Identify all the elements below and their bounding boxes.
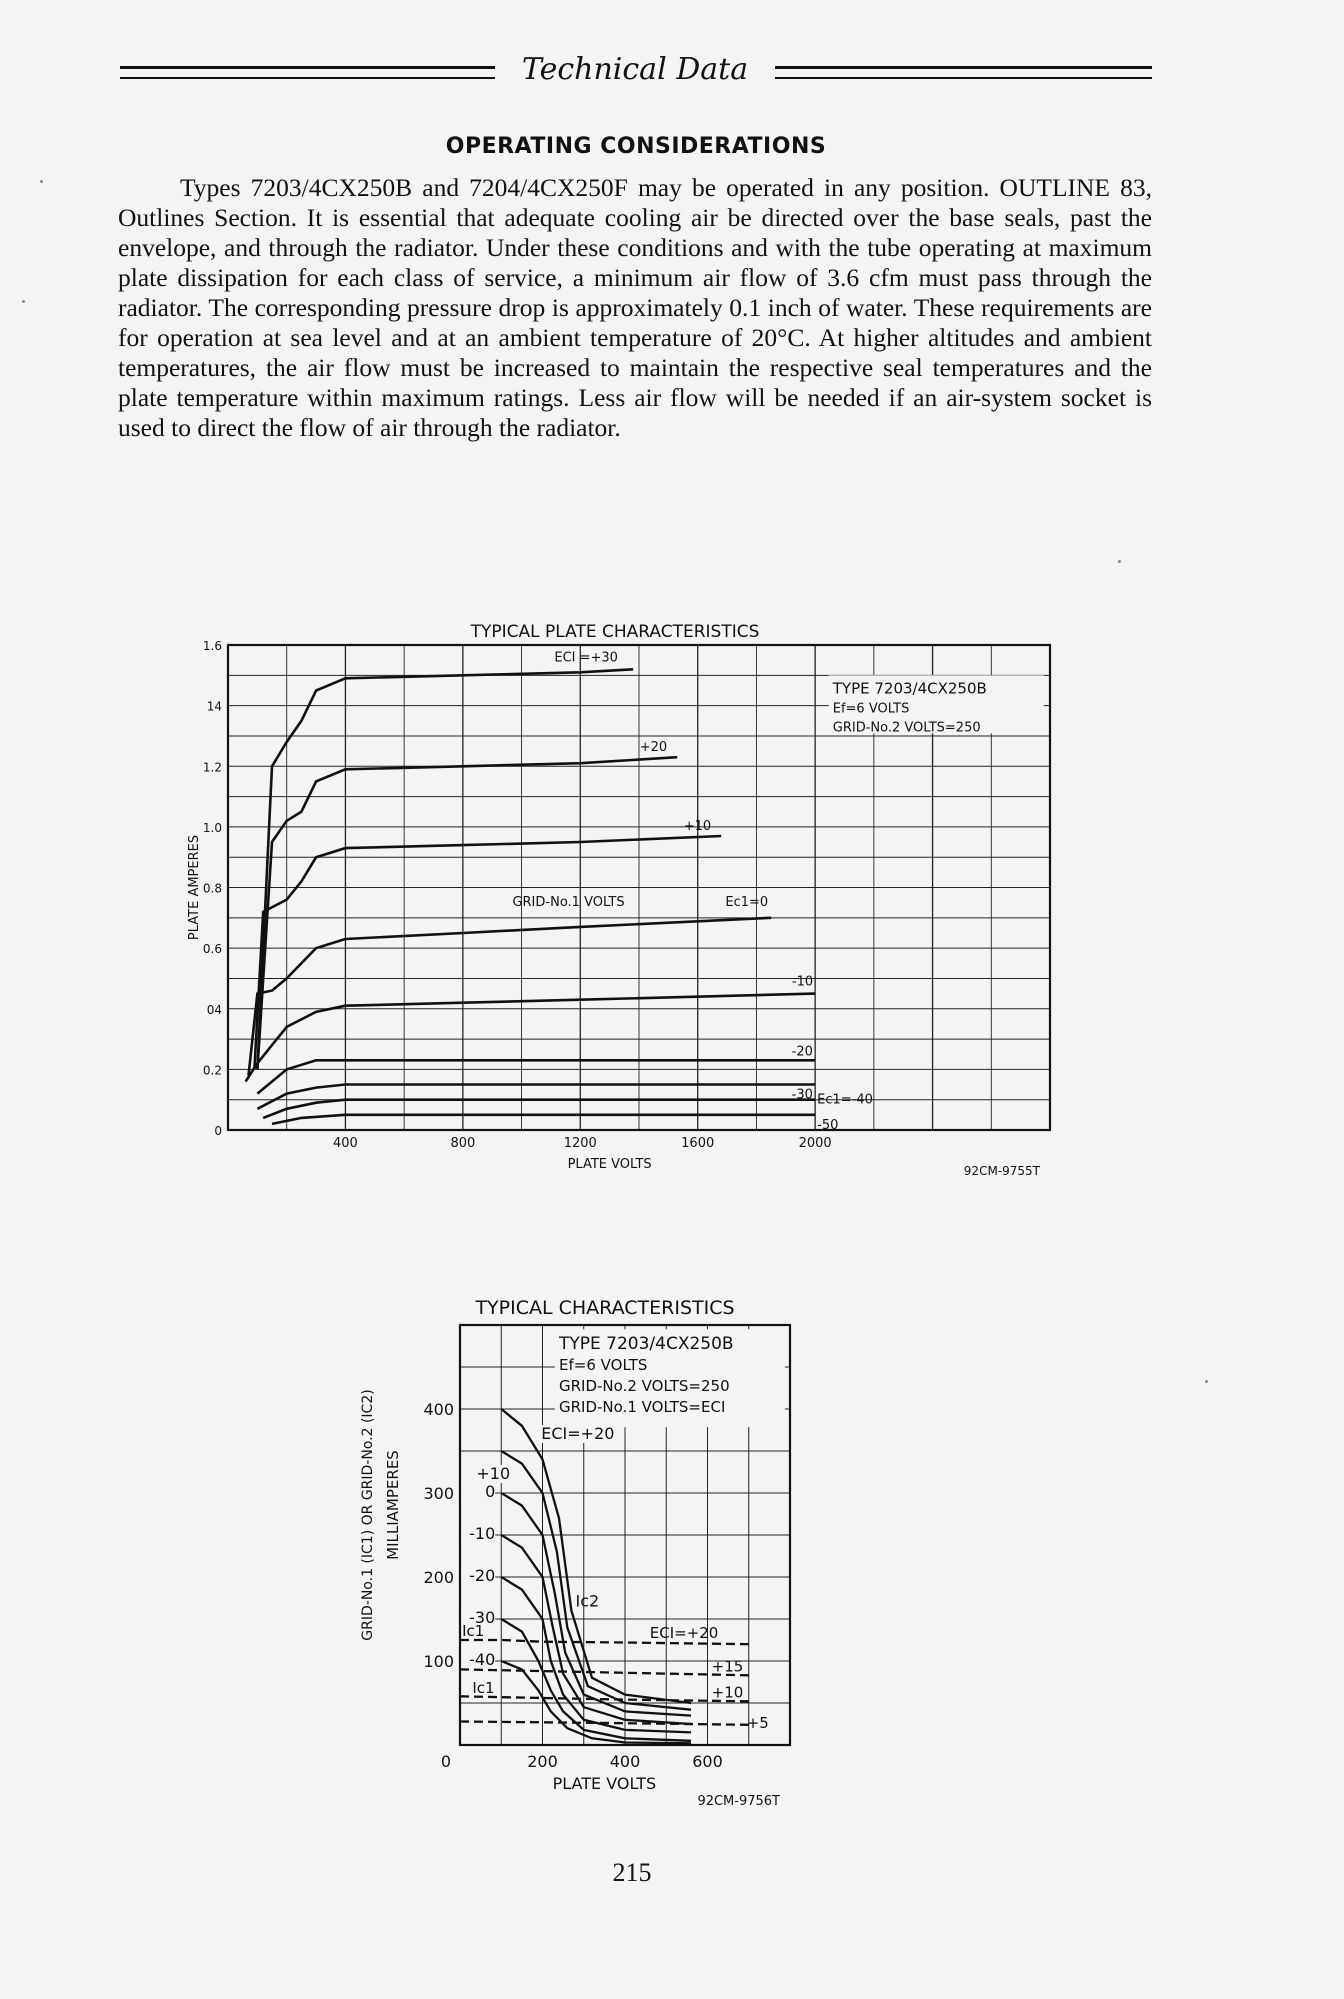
figure-id: 92CM-9755T (963, 1164, 1040, 1178)
x-tick-label: 1200 (563, 1136, 597, 1151)
curve-label: -10 (791, 974, 814, 990)
chart-note: GRID-No.1 VOLTS=ECI (559, 1398, 726, 1417)
curve-label: +10 (683, 818, 712, 834)
y-tick-label: 04 (206, 1002, 222, 1017)
chart-title: TYPICAL PLATE CHARACTERISTICS (470, 622, 760, 642)
y-tick-label: 1.2 (202, 760, 222, 775)
y-tick-label: 0.6 (202, 942, 222, 957)
curve--20 (257, 757, 677, 1069)
ic2-curve-label: 0 (485, 1482, 496, 1501)
x-tick-label: 1600 (681, 1136, 715, 1151)
running-header (120, 52, 1152, 92)
paragraph: Types 7203/4CX250B and 7204/4CX250F may be operated in any position. OUTLINE 83, Outlines Section. It is essential that adequate cooling air be directed over the base seals, past the envelope, and through the radiator. Under these conditions and with the tube operating at maximum plate dissipation for each class of service, a minimum air flow of 3.6 cfm must pass through the radiator. The corresponding pressure drop is approximately 0.1 inch of water. These requirements are for operation at sea level and at an ambient temperature of 20°C. At higher altitudes and ambient temperatures, the air flow must be increased to maintain the respective seal temperatures and the plate temperature within maximum ratings. Less air flow will be needed if an air-system socket is used to direct the flow of air through the radiator. (118, 173, 1152, 442)
ic1-curve-label: ECI=+20 (649, 1624, 719, 1643)
y-axis-label: MILLIAMPERES (384, 1450, 402, 1560)
x-tick-label: 600 (692, 1752, 723, 1771)
ic1-curve-label: +5 (746, 1713, 769, 1732)
y-tick-label: 1.0 (202, 820, 222, 835)
curve--20 (257, 1060, 815, 1093)
y-tick-label: 300 (423, 1484, 454, 1503)
x-tick-label: 400 (333, 1136, 358, 1151)
curve--30 (257, 1085, 815, 1109)
x-tick-label: 2000 (798, 1136, 832, 1151)
ic2-curve (501, 1409, 691, 1703)
chart-note: TYPE 7203/4CX250B (832, 679, 987, 698)
chart-note: Ef=6 VOLTS (832, 701, 910, 717)
chart-note: GRID-No.2 VOLTS=250 (832, 720, 981, 736)
header-rule-left (120, 66, 495, 79)
ic2-curve-label: -10 (469, 1524, 496, 1543)
plate-characteristics-svg (180, 615, 1060, 1178)
ic2-curve-label: -30 (469, 1608, 496, 1627)
header-title: Technical Data (521, 52, 749, 87)
x-axis-label: PLATE VOLTS (552, 1774, 657, 1793)
y-tick-label: 100 (423, 1652, 454, 1671)
y-axis-label: PLATE AMPERES (187, 834, 202, 941)
y-tick-label: 0.2 (202, 1063, 222, 1078)
curve-label: -20 (791, 1044, 813, 1060)
scan-speck (40, 180, 43, 183)
curve--50 (272, 1115, 815, 1124)
ic1-curve-label: +10 (711, 1683, 744, 1702)
page-number: 215 (612, 1858, 652, 1887)
y-tick-label: 0 (214, 1124, 222, 1138)
y-tick-label: 14 (206, 699, 222, 714)
grid1-volts-label: GRID-No.1 VOLTS (512, 894, 625, 910)
curve-eci-30 (257, 669, 633, 1069)
section-heading: OPERATING CONSIDERATIONS (445, 134, 827, 159)
curve--10 (246, 994, 816, 1082)
y-tick-label: 0.8 (202, 881, 222, 896)
scan-speck (1118, 560, 1121, 563)
curve--10 (254, 836, 721, 1069)
ic2-annotation: Ic2 (575, 1591, 600, 1611)
ic1-dashed-curve (460, 1696, 749, 1701)
x-axis-label: PLATE VOLTS (567, 1157, 652, 1172)
ic2-curve-label: ECI=+20 (541, 1424, 615, 1443)
body-text (118, 173, 1152, 443)
ic2-curve-label: +10 (476, 1464, 511, 1483)
ic1-annotation: Ic1 (472, 1678, 495, 1697)
curve-label: +20 (639, 740, 668, 756)
chart-note: GRID-No.2 VOLTS=250 (559, 1377, 730, 1396)
y-tick-label: 400 (423, 1400, 454, 1419)
plate-characteristics-chart (180, 615, 1060, 1178)
chart-title: TYPICAL CHARACTERISTICS (475, 1297, 735, 1319)
ic2-curve-label: -40 (469, 1650, 496, 1669)
y-axis-label-secondary: GRID-No.1 (IC1) OR GRID-No.2 (IC2) (360, 1389, 376, 1641)
ic2-curve-label: -20 (469, 1566, 496, 1585)
ic1-annotation: Ic1 (462, 1621, 485, 1640)
chart-note: TYPE 7203/4CX250B (559, 1334, 734, 1355)
curve-label: -50 (817, 1117, 839, 1133)
ic1-dashed-curve (460, 1669, 749, 1675)
ic1-curve-label: +15 (711, 1657, 744, 1676)
chart-note: Ef=6 VOLTS (559, 1356, 648, 1375)
y-tick-label: 200 (423, 1568, 454, 1587)
header-rule-right (775, 66, 1152, 79)
curve-label: Ec1=-40 (817, 1092, 873, 1108)
curve-label: Ec1=0 (725, 894, 769, 910)
x-tick-label: 400 (609, 1752, 641, 1771)
scan-speck (1205, 1380, 1208, 1383)
x-tick-label: 800 (450, 1136, 476, 1151)
y-tick-label: 1.6 (202, 639, 222, 653)
curve-label: -30 (791, 1087, 813, 1103)
x-tick-label: 200 (527, 1752, 558, 1771)
curve-label: ECI =+30 (554, 650, 618, 666)
typical-characteristics-chart (350, 1290, 830, 1815)
scan-speck (22, 300, 25, 303)
figure-id: 92CM-9756T (697, 1794, 780, 1809)
typical-characteristics-svg (350, 1290, 830, 1815)
x-tick-label: 0 (440, 1752, 452, 1771)
ic2-curve (501, 1451, 691, 1710)
